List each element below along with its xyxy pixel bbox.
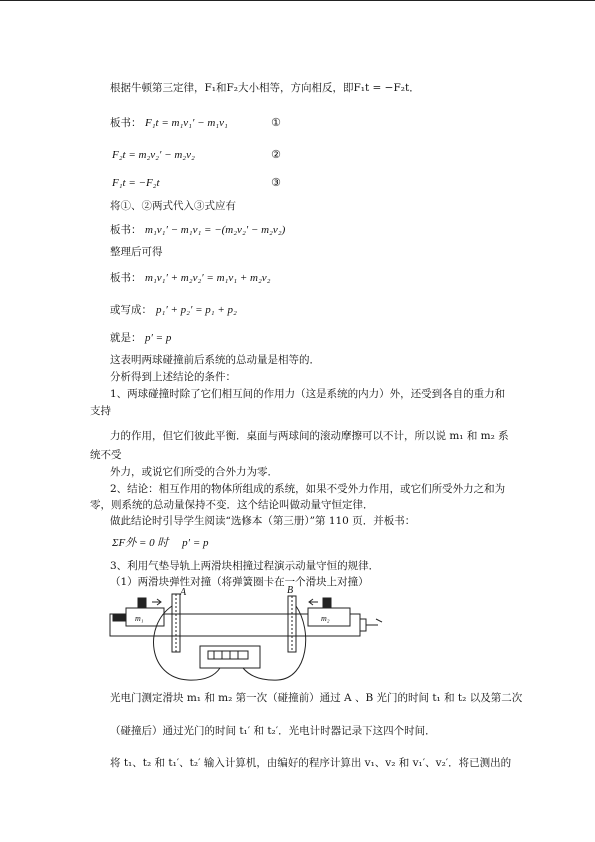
slider-m2-flag <box>323 598 331 608</box>
equation-number: ③ <box>271 176 281 189</box>
slider-m1-counterweight <box>113 614 126 621</box>
equation: ΣF外 = 0 时 p′ = p <box>112 537 209 549</box>
text-line: 1、两球碰撞时除了它们相互间的作用力（这是系统的内力）外，还受到各自的重力和 <box>110 388 506 400</box>
text-line: 外力，或说它们所受的合外力为零． <box>110 466 278 478</box>
equation-number: ② <box>271 148 281 161</box>
equation-number: ① <box>271 116 281 129</box>
equation: F₂t = m₂v₂′ − m₂v₂ <box>112 149 195 161</box>
text-line: 光电门测定滑块 m₁ 和 m₂ 第一次（碰撞前）通过 A 、B 光门的时间 t₁ 和 t₂ 以及第二次 <box>110 692 523 704</box>
equation: m₁v₁′ + m₂v₂′ = m₁v₁ + m₂v₂ <box>145 272 271 284</box>
text-line: 将 t₁、t₂ 和 t₁′、t₂′ 输入计算机，由编好的程序计算出 v₁、v₂ 和 v₁′、v₂′．将已测出的 <box>110 757 512 769</box>
text-line: （碰撞后）通过光门的时间 t₁′ 和 t₂′．光电计时器记录下这四个时间． <box>110 725 436 737</box>
equation: p′ = p <box>145 332 172 344</box>
arrow-mark <box>376 619 382 622</box>
board-label: 板书： <box>110 272 142 284</box>
text-line: 3、利用气垫导轨上两滑块相撞过程演示动量守恒的规律． <box>110 560 380 572</box>
equation: F₁t = −F₂t <box>112 177 160 189</box>
equation: p₁′ + p₂′ = p₁ + p₂ <box>156 304 237 316</box>
slider-m2-label: m₂ <box>321 614 330 623</box>
photogate-A-label: A <box>180 587 187 598</box>
slider-m1-flag <box>138 598 146 608</box>
text-line: 整理后可得 <box>110 246 163 258</box>
text-line: 将①、②两式代入③式应有 <box>110 200 236 212</box>
board-label: 板书： <box>110 224 142 236</box>
text-line: 分析得到上述结论的条件： <box>110 371 236 383</box>
equation: m₁v₁′ − m₁v₁ = −(m₂v₂′ − m₂v₂) <box>145 224 286 236</box>
text-line: 做此结论时引导学生阅读“选修本（第三册）”第 110 页．并板书： <box>110 515 416 527</box>
board-label: 就是： <box>110 332 142 344</box>
board-label: 板书： <box>110 117 142 129</box>
text-line: 统不受 <box>90 449 122 461</box>
text-line: 这表明两球碰撞前后系统的总动量是相等的． <box>110 354 320 366</box>
text-line: （1）两滑块弹性对撞（将弹簧圈卡在一个滑块上对撞） <box>110 576 369 588</box>
text-line: 2、结论：相互作用的物体所组成的系统，如果不受外力作用，或它们所受外力之和为 <box>110 483 506 495</box>
slider-m1 <box>126 608 164 626</box>
text-line: 根据牛顿第三定律，F₁和F₂大小相等，方向相反，即F₁t = −F₂t． <box>110 82 420 94</box>
air-track-apparatus-figure <box>108 586 408 686</box>
slider-m1-label: m₁ <box>135 614 144 623</box>
text-line: 支持 <box>90 405 111 417</box>
rail-end-cap <box>360 619 366 631</box>
photogate-B-label: B <box>287 586 294 596</box>
equation: F₁t = m₁v₁′ − m₁v₁ <box>145 117 228 129</box>
text-line: 力的作用，但它们彼此平衡．桌面与两球间的滚动摩擦可以不计，所以说 m₁ 和 m₂ 系 <box>110 430 509 442</box>
board-label: 或写成： <box>110 304 152 316</box>
text-line: 零，则系统的总动量保持不变．这个结论叫做动量守恒定律． <box>90 499 374 511</box>
